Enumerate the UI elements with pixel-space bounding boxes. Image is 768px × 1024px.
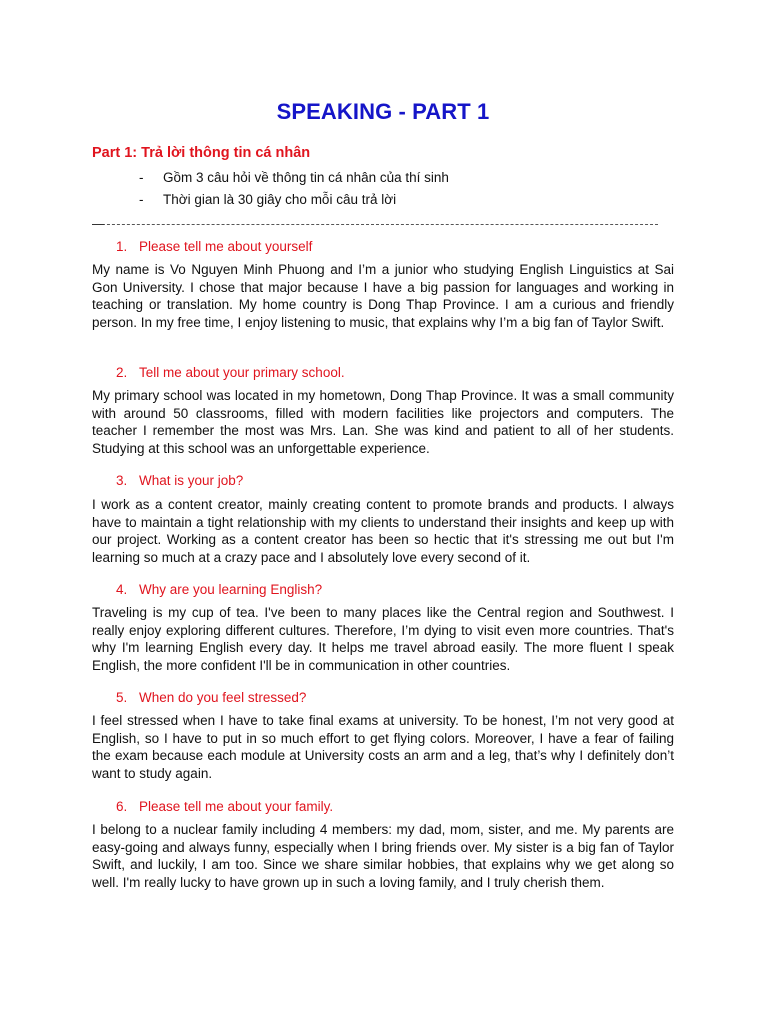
question-text: When do you feel stressed? <box>139 690 307 705</box>
answer-3: I work as a content creator, mainly creating content to promote brands and products. I always have to maintain a tight relationship with my clients to understand their insights and keep up with our project. Working as a content creator has been so hectic that it's stressing me out but I'm learning so much at a crazy pace and I absolutely love every second of it. <box>92 497 674 565</box>
answer-4: Traveling is my cup of tea. I've been to many places like the Central region and Southwest. I really enjoy exploring different cultures. Therefore, I’m dying to visit even more countries. That's why I'm learning English every day. It helps me travel abroad easily. The more fluent I speak English, the more confident I'll be in communication in other countries. <box>92 605 674 673</box>
answer-2: My primary school was located in my hometown, Dong Thap Province. It was a small community with around 50 classrooms, filled with modern facilities like projectors and computers. The teacher I remember the most was Mrs. Lan. She was kind and patient to all of her students. Studying at this school was an unforgettable experience. <box>92 388 674 456</box>
bullet-dash: - <box>139 170 144 185</box>
bullet-item <box>139 170 449 185</box>
question-number: 4. <box>116 582 128 597</box>
answer-6: I belong to a nuclear family including 4 members: my dad, mom, sister, and me. My parents are easy-going and always funny, especially when I bring friends over. My sister is a big fan of Taylor Swift, and luckily, I am too. Since we share similar hobbies, that explains why we get along so well. I'm really lucky to have grown up in such a loving family, and I truly cherish them. <box>92 822 674 890</box>
question-3 <box>116 473 243 488</box>
bullet-item <box>139 192 396 207</box>
question-text: Please tell me about yourself <box>139 239 313 254</box>
question-4 <box>116 582 322 597</box>
question-text: Why are you learning English? <box>139 582 323 597</box>
page-title: SPEAKING - PART 1 <box>276 99 490 124</box>
question-2 <box>116 365 345 380</box>
bullet-text: Thời gian là 30 giây cho mỗi câu trả lời <box>163 192 397 207</box>
section-heading: Part 1: Trả lời thông tin cá nhân <box>92 145 311 161</box>
question-5 <box>116 690 306 705</box>
question-number: 1. <box>116 239 128 254</box>
question-text: What is your job? <box>139 473 244 488</box>
bullet-text: Gồm 3 câu hỏi về thông tin cá nhân của thí sinh <box>163 170 449 185</box>
question-1 <box>116 239 312 254</box>
question-number: 2. <box>116 365 128 380</box>
question-number: 5. <box>116 690 128 705</box>
question-number: 3. <box>116 473 128 488</box>
dashed-divider <box>92 224 658 225</box>
question-text: Tell me about your primary school. <box>139 365 345 380</box>
question-number: 6. <box>116 799 128 814</box>
answer-1: My name is Vo Nguyen Minh Phuong and I’m a junior who studying English Linguistics at Sai Gon University. I chose that major because I have a big passion for languages and working in teaching or translation. My home country is Dong Thap Province. I am a curious and friendly person. In my free time, I enjoy listening to music, that explains why I’m a big fan of Taylor Swift. <box>92 262 674 330</box>
bullet-dash: - <box>139 192 144 207</box>
question-6 <box>116 799 333 814</box>
question-text: Please tell me about your family. <box>139 799 334 814</box>
answer-5: I feel stressed when I have to take final exams at university. To be honest, I’m not very good at English, so I have to put in so much effort to get flying colors. Moreover, I have a fear of failing the exam because each module at University costs an arm and a leg, that’s why I definitely don’t want to study again. <box>92 713 674 781</box>
